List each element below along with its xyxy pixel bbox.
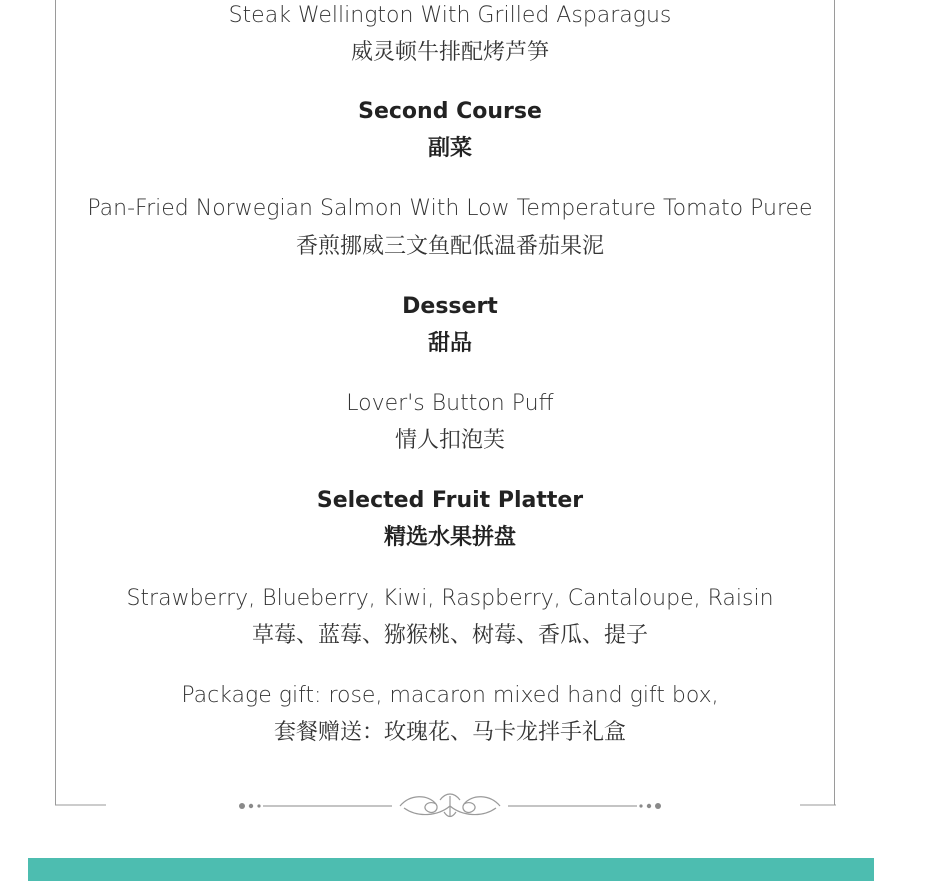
fruit-items-chinese: 草莓、蓝莓、猕猴桃、树莓、香瓜、提子: [251, 623, 648, 648]
package-gift-chinese: 套餐赠送：玫瑰花、马卡龙拌手礼盒: [273, 720, 626, 745]
second-course-heading-english: Second Course: [358, 99, 542, 124]
second-course-dish-english: Pan-Fried Norwegian Salmon With Low Temperature Tomato Puree: [87, 196, 813, 221]
package-gift-english: Package gift: rose, macaron mixed hand gift box,: [181, 683, 719, 708]
accent-bar: [28, 858, 874, 881]
dessert-dish-english: Lover's Button Puff: [346, 391, 554, 416]
dessert-heading-chinese: 甜品: [427, 331, 472, 356]
fruit-items-english: Strawberry, Blueberry, Kiwi, Raspberry, Cantaloupe, Raisin: [126, 586, 774, 611]
fruit-platter-heading-chinese: 精选水果拼盘: [383, 525, 516, 550]
fruit-platter-heading-english: Selected Fruit Platter: [316, 488, 584, 513]
dessert-heading-english: Dessert: [402, 294, 498, 319]
main-dish-chinese: 威灵顿牛排配烤芦笋: [350, 40, 549, 65]
main-dish-english: Steak Wellington With Grilled Asparagus: [228, 3, 672, 28]
second-course-heading-chinese: 副菜: [427, 136, 472, 161]
flourish-divider-icon: [0, 790, 928, 822]
second-course-dish-chinese: 香煎挪威三文鱼配低温番茄果泥: [295, 234, 604, 259]
dessert-dish-chinese: 情人扣泡芙: [394, 428, 505, 453]
